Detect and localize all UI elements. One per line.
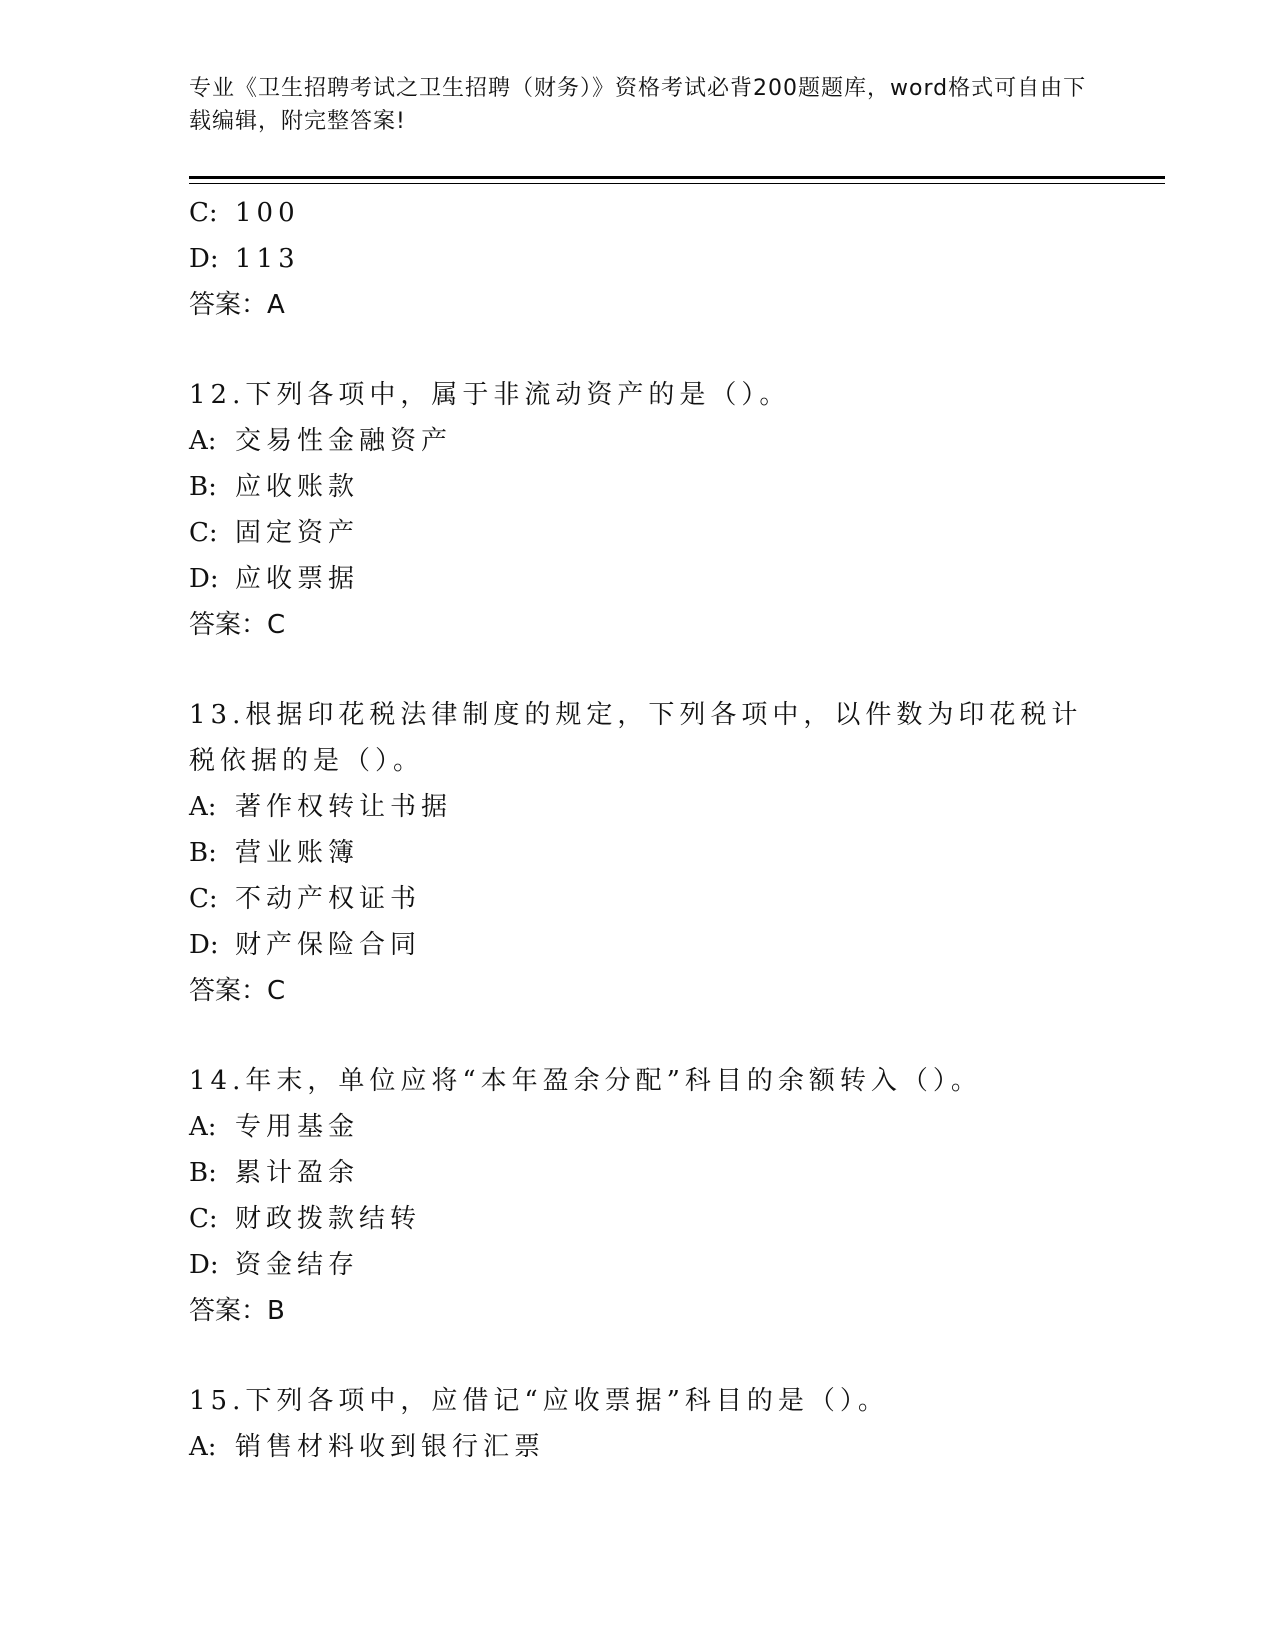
option-text: 不动产权证书 <box>235 884 422 914</box>
question-stem: 15.下列各项中，应借记“应收票据”科目的是（）。 <box>189 1386 889 1416</box>
option-key: D: <box>189 564 219 594</box>
option-text: 销售材料收到银行汇票 <box>235 1432 546 1462</box>
option-a <box>189 1104 1089 1150</box>
header-divider-thick <box>189 176 1165 179</box>
option-text: 交易性金融资产 <box>235 426 453 456</box>
option-key: C: <box>189 518 218 548</box>
option-key: D: <box>189 1250 219 1280</box>
option-key: A: <box>189 1432 217 1462</box>
option-text: 累计盈余 <box>235 1158 360 1188</box>
answer-line: 答案：B <box>189 1296 285 1326</box>
option-d <box>189 922 1089 968</box>
question-15 <box>189 1378 1089 1470</box>
option-a <box>189 418 1089 464</box>
option-text: 著作权转让书据 <box>235 792 453 822</box>
option-text: 应收票据 <box>235 564 360 594</box>
question-stem: 14.年末，单位应将“本年盈余分配”科目的余额转入（）。 <box>189 1066 982 1096</box>
option-key: B: <box>189 472 217 502</box>
option-key: C: <box>189 198 218 228</box>
option-key: A: <box>189 792 217 822</box>
document-body <box>189 190 1089 1470</box>
document-header <box>189 72 1089 138</box>
option-text: 财产保险合同 <box>235 930 422 960</box>
option-text: 专用基金 <box>235 1112 360 1142</box>
question-13 <box>189 692 1089 1014</box>
question-stem: 13.根据印花税法律制度的规定，下列各项中，以件数为印花税计税依据的是（）。 <box>189 700 1083 776</box>
option-key: C: <box>189 1204 218 1234</box>
header-divider-thin <box>189 183 1165 184</box>
option-key: B: <box>189 1158 217 1188</box>
option-key: D: <box>189 244 219 274</box>
option-b <box>189 830 1089 876</box>
option-text: 应收账款 <box>235 472 360 502</box>
option-b <box>189 464 1089 510</box>
option-key: D: <box>189 930 219 960</box>
option-key: C: <box>189 884 218 914</box>
question-14 <box>189 1058 1089 1334</box>
option-text: 固定资产 <box>235 518 360 548</box>
answer-line: 答案：C <box>189 976 286 1006</box>
option-d <box>189 236 1089 282</box>
option-b <box>189 1150 1089 1196</box>
option-c <box>189 1196 1089 1242</box>
option-key: B: <box>189 838 217 868</box>
option-text: 营业账簿 <box>235 838 360 868</box>
option-text: 财政拨款结转 <box>235 1204 422 1234</box>
answer-line: 答案：A <box>189 290 285 320</box>
option-c <box>189 190 1089 236</box>
option-a <box>189 1424 1089 1470</box>
option-text: 100 <box>235 198 300 228</box>
option-c <box>189 510 1089 556</box>
option-key: A: <box>189 426 217 456</box>
option-text: 113 <box>235 244 300 274</box>
header-title: 专业《卫生招聘考试之卫生招聘（财务）》资格考试必背200题题库，word格式可自由下载编辑，附完整答案! <box>189 76 1087 134</box>
question-12 <box>189 372 1089 648</box>
option-d <box>189 1242 1089 1288</box>
option-text: 资金结存 <box>235 1250 360 1280</box>
question-11-continued <box>189 190 1089 328</box>
question-stem: 12.下列各项中，属于非流动资产的是（）。 <box>189 380 791 410</box>
option-a <box>189 784 1089 830</box>
option-d <box>189 556 1089 602</box>
option-key: A: <box>189 1112 217 1142</box>
option-c <box>189 876 1089 922</box>
answer-line: 答案：C <box>189 610 286 640</box>
